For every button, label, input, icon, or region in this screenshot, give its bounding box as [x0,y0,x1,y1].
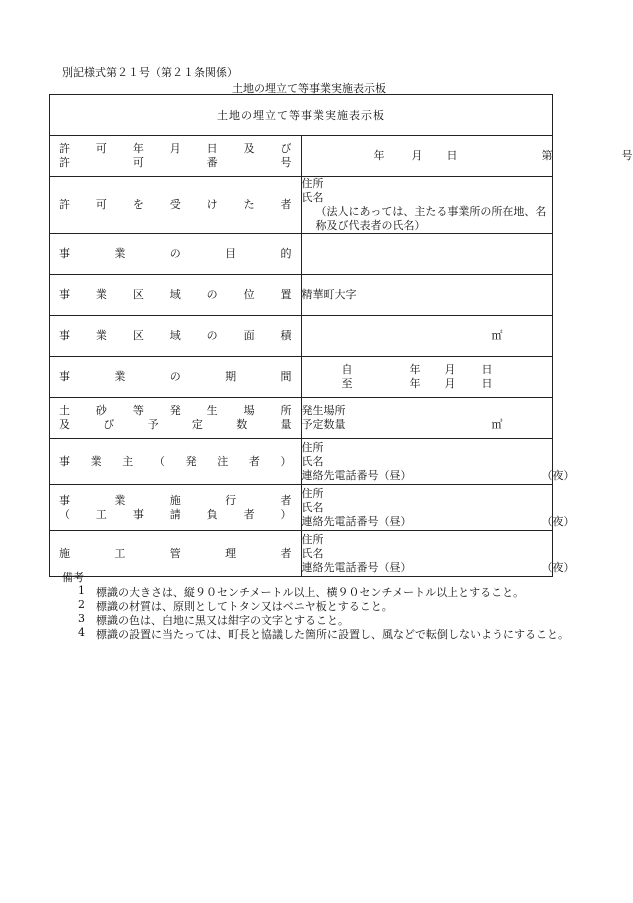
location-value: 精華町大字 [301,275,553,316]
period-to-year: 年 [409,377,421,390]
owner-label [50,439,302,485]
form-reference: 別記様式第２１号（第２１条関係） [62,66,238,79]
permit-month: 月 [411,149,423,162]
period-label-text: 事業の期間 [59,370,292,383]
contractor-night: （夜） [541,514,575,528]
permit-label [50,136,302,177]
location-label [50,275,302,316]
permittee-address: 住所 [301,177,324,190]
manager-name: 氏名 [301,546,324,560]
permittee-note: （法人にあっては、主たる事業所の所在地、名称及び代表者の氏名） [315,205,547,232]
period-label [50,357,302,398]
owner-night: （夜） [541,468,575,482]
owner-value [301,439,575,485]
permittee-label [50,177,302,234]
period-to-month: 月 [444,377,456,390]
note-text: 標識の設置に当たっては、町長と協議した箇所に設置し、風などで転倒しないようにすること。 [96,628,569,641]
contractor-label-line1: 事業施行者 [59,493,292,507]
owner-name: 氏名 [301,454,324,468]
soil-label-line1: 土砂等発生場所 [59,404,292,417]
soil-value [301,398,553,439]
permit-value [301,136,633,177]
soil-place: 発生場所 [301,404,346,417]
contractor-value [301,485,575,531]
location-label-text: 事業区域の位置 [59,288,292,301]
sign-title: 土地の埋立て等事業実施表示板 [50,95,553,136]
period-to: 至 [341,377,353,390]
note-number: 4 [78,626,85,639]
purpose-label-text: 事業の目的 [59,247,292,260]
manager-phone: 連絡先電話番号（昼） [301,560,412,574]
period-to-day: 日 [481,377,493,390]
period-from-year: 年 [409,363,421,376]
owner-phone: 連絡先電話番号（昼） [301,468,412,482]
period-from: 自 [341,363,353,376]
note-number: 3 [78,612,85,625]
owner-label-text: 事業主（発注者） [59,454,292,468]
permit-dai: 第 [541,149,553,162]
soil-label-line2: 及び予定数量 [59,418,292,431]
manager-address: 住所 [301,532,324,546]
area-unit: ㎡ [491,329,503,342]
contractor-address: 住所 [301,486,324,500]
permit-year: 年 [373,149,385,162]
notes-heading: 備考 [62,571,84,584]
permit-go: 号 [621,149,633,162]
contractor-label [50,485,302,531]
manager-label-text: 施工管理者 [59,546,292,560]
manager-label [50,531,302,577]
permittee-name: 氏名 [301,191,324,204]
soil-label [50,398,302,439]
note-number: 2 [78,598,85,611]
area-label [50,316,302,357]
note-text: 標識の色は、白地に黒又は紺字の文字とすること。 [96,614,349,627]
note-number: 1 [78,584,85,597]
permit-day: 日 [446,149,458,162]
period-from-month: 月 [444,363,456,376]
form-subtitle: 土地の埋立て等事業実施表示板 [232,82,386,95]
permittee-value [301,177,553,234]
sign-table [49,94,633,577]
period-from-day: 日 [481,363,493,376]
contractor-phone: 連絡先電話番号（昼） [301,514,412,528]
manager-night: （夜） [541,560,575,574]
manager-value [301,531,575,577]
area-label-text: 事業区域の面積 [59,329,292,342]
note-text: 標識の大きさは、縦９０センチメートル以上、横９０センチメートル以上とすること。 [96,586,525,599]
purpose-value [301,234,553,275]
owner-address: 住所 [301,440,324,454]
permit-label-line2: 許可番号 [59,156,292,169]
permittee-label-text: 許可を受けた者 [59,198,292,211]
contractor-label-line2: （工事請負者） [59,507,292,521]
purpose-label [50,234,302,275]
contractor-name: 氏名 [301,500,324,514]
period-value [301,357,553,398]
soil-unit: ㎥ [491,418,503,431]
soil-qty: 予定数量 [301,418,346,431]
note-text: 標識の材質は、原則としてトタン又はベニヤ板とすること。 [96,600,393,613]
area-value [301,316,553,357]
permit-label-line1: 許可年月日及び [59,142,292,155]
